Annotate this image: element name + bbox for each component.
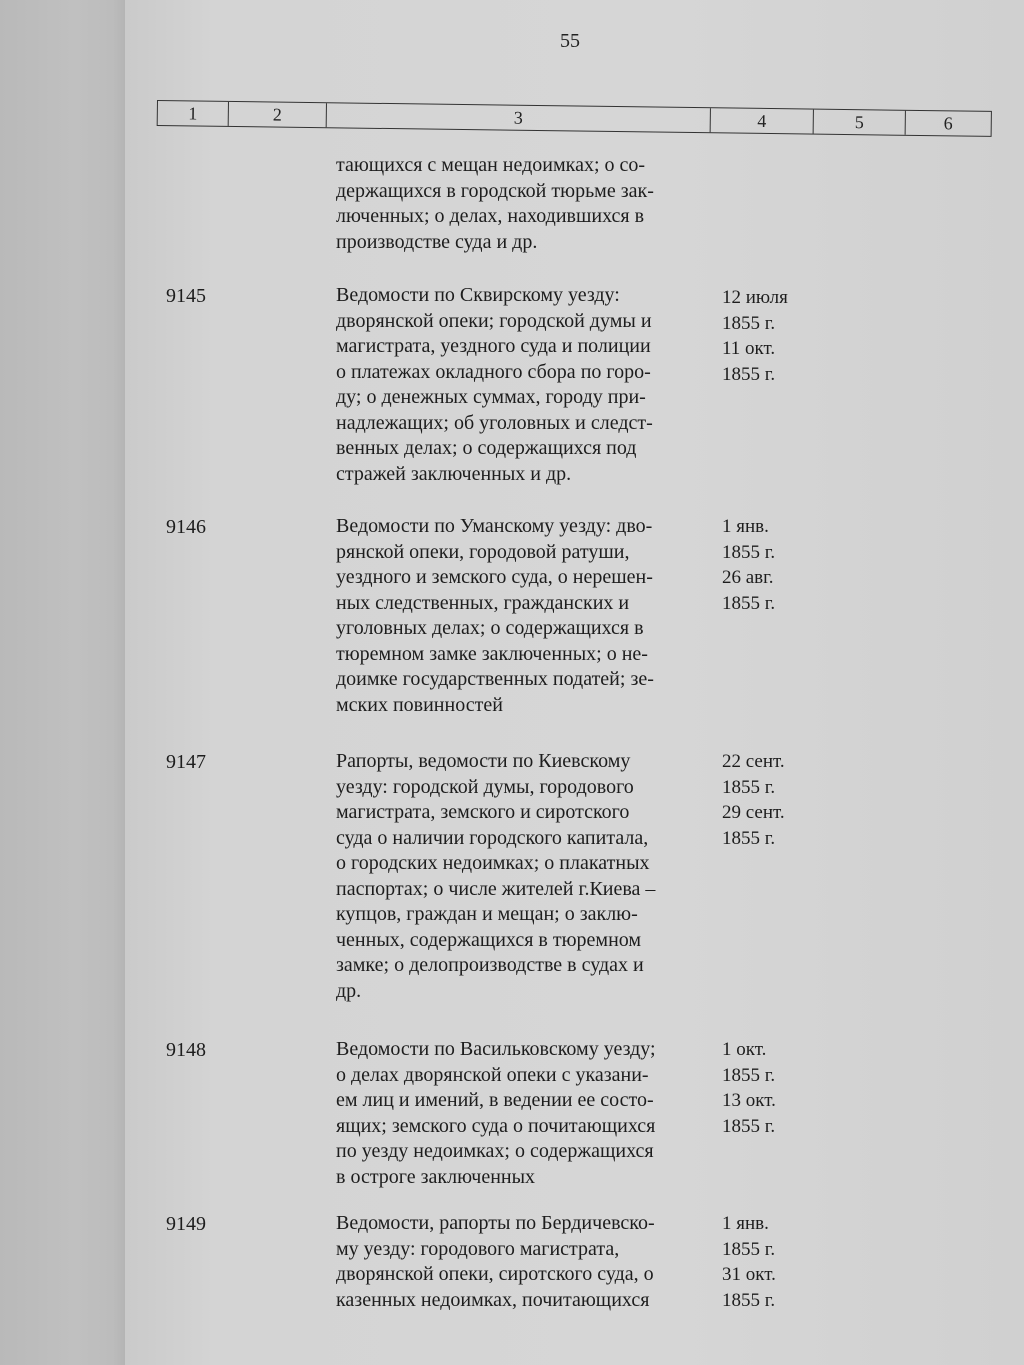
- book-gutter: [0, 0, 125, 1365]
- entry-number: 9147: [166, 751, 206, 773]
- column-header-3: 3: [327, 103, 711, 132]
- text-line: паспортах; о числе жителей г.Киева –: [336, 877, 656, 900]
- text-line: уездного и земского суда, о нерешен-: [336, 566, 653, 588]
- text-line: тающихся с мещан недоимках; о со-: [336, 154, 646, 176]
- date-line: 1855 г.: [722, 1064, 776, 1086]
- text-line: Ведомости по Сквирскому уезду:: [336, 284, 620, 306]
- text-line: казенных недоимках, почитающихся: [336, 1288, 650, 1311]
- text-line: надлежащих; об уголовных и следст-: [336, 411, 653, 434]
- text-line: магистрата, уездного суда и полиции: [336, 335, 651, 357]
- entry-dates: [722, 1037, 776, 1139]
- text-line: о делах дворянской опеки с указани-: [336, 1063, 649, 1086]
- text-line: о платежах окладного сбора по горо-: [336, 360, 651, 383]
- entry-number: 9145: [166, 285, 206, 307]
- text-line: замке; о делопроизводстве в судах и: [336, 954, 644, 976]
- date-line: 31 окт.: [722, 1264, 776, 1285]
- date-line: 26 авг.: [722, 567, 774, 588]
- page-number: 55: [560, 30, 580, 52]
- date-line: 29 сент.: [722, 802, 785, 823]
- text-line: тюремном замке заключенных; о не-: [336, 642, 648, 665]
- text-line: Рапорты, ведомости по Киевскому: [336, 750, 631, 772]
- text-line: в остроге заключенных: [336, 1165, 536, 1188]
- date-line: 1855 г.: [722, 363, 776, 385]
- entry-description: [336, 749, 716, 1004]
- text-line: ных следственных, гражданских и: [336, 591, 630, 614]
- text-line: держащихся в городской тюрьме зак-: [336, 179, 654, 202]
- entry-description: [336, 153, 716, 255]
- text-line: магистрата, земского и сиротского: [336, 801, 630, 823]
- date-line: 11 окт.: [722, 338, 776, 359]
- text-line: купцов, граждан и мещан; о заклю-: [336, 903, 638, 925]
- entry-dates: [722, 749, 785, 851]
- text-line: люченных; о делах, находившихся в: [336, 205, 645, 227]
- column-header-4: 4: [711, 108, 814, 133]
- text-line: дворянской опеки, сиротского суда, о: [336, 1263, 654, 1285]
- text-line: ем лиц и имений, в ведении ее состо-: [336, 1089, 654, 1111]
- entry-number: 9146: [166, 516, 206, 538]
- date-line: 1855 г.: [722, 827, 776, 849]
- column-header-2: 2: [229, 102, 327, 127]
- text-line: венных делах; о содержащихся под: [336, 437, 637, 459]
- text-line: Ведомости, рапорты по Бердичевско-: [336, 1212, 655, 1234]
- date-line: 1855 г.: [722, 541, 776, 563]
- text-line: ящих; земского суда о почитающихся: [336, 1114, 656, 1137]
- text-line: мских повинностей: [336, 693, 503, 716]
- text-line: ченных, содержащихся в тюремном: [336, 928, 642, 951]
- text-line: Ведомости по Уманскому уезду: дво-: [336, 515, 653, 537]
- text-line: уголовных делах; о содержащихся в: [336, 617, 644, 639]
- column-header-1: 1: [158, 101, 229, 126]
- text-line: му уезду: городового магистрата,: [336, 1237, 620, 1260]
- entry-description: [336, 1037, 716, 1190]
- text-line: производстве суда и др.: [336, 230, 538, 253]
- text-line: стражей заключенных и др.: [336, 462, 572, 485]
- text-line: доимке государственных податей; зе-: [336, 668, 654, 690]
- text-line: дворянской опеки; городской думы и: [336, 309, 652, 332]
- text-line: Ведомости по Васильковскому уезду;: [336, 1038, 656, 1060]
- entry-number: 9149: [166, 1213, 206, 1235]
- date-line: 1855 г.: [722, 592, 776, 614]
- entry-dates: [722, 1211, 776, 1313]
- date-line: 1855 г.: [722, 1289, 776, 1311]
- date-line: 1855 г.: [722, 1238, 776, 1260]
- date-line: 13 окт.: [722, 1090, 776, 1111]
- text-line: по уезду недоимках; о содержащихся: [336, 1140, 654, 1162]
- column-header-6: 6: [943, 112, 953, 133]
- date-line: 22 сент.: [722, 751, 785, 772]
- date-line: 1 янв.: [722, 1213, 769, 1234]
- entry-description: [336, 1211, 716, 1313]
- date-line: 1 окт.: [722, 1039, 767, 1060]
- text-line: др.: [336, 979, 362, 1002]
- text-line: о городских недоимках; о плакатных: [336, 852, 650, 874]
- date-line: 12 июля: [722, 287, 788, 308]
- date-line: 1855 г.: [722, 312, 776, 334]
- entry-number: 9148: [166, 1039, 206, 1061]
- entry-description: [336, 283, 716, 487]
- date-line: 1855 г.: [722, 1115, 776, 1137]
- entry-dates: [722, 514, 775, 616]
- text-line: рянской опеки, городовой ратуши,: [336, 540, 630, 563]
- date-line: 1 янв.: [722, 516, 769, 537]
- text-line: ду; о денежных суммах, городу при-: [336, 386, 646, 408]
- entry-description: [336, 514, 716, 718]
- column-header-5: 5: [814, 110, 906, 135]
- text-line: суда о наличии городского капитала,: [336, 826, 649, 849]
- entry-dates: [722, 285, 788, 387]
- text-line: уезду: городской думы, городового: [336, 775, 634, 798]
- date-line: 1855 г.: [722, 776, 776, 798]
